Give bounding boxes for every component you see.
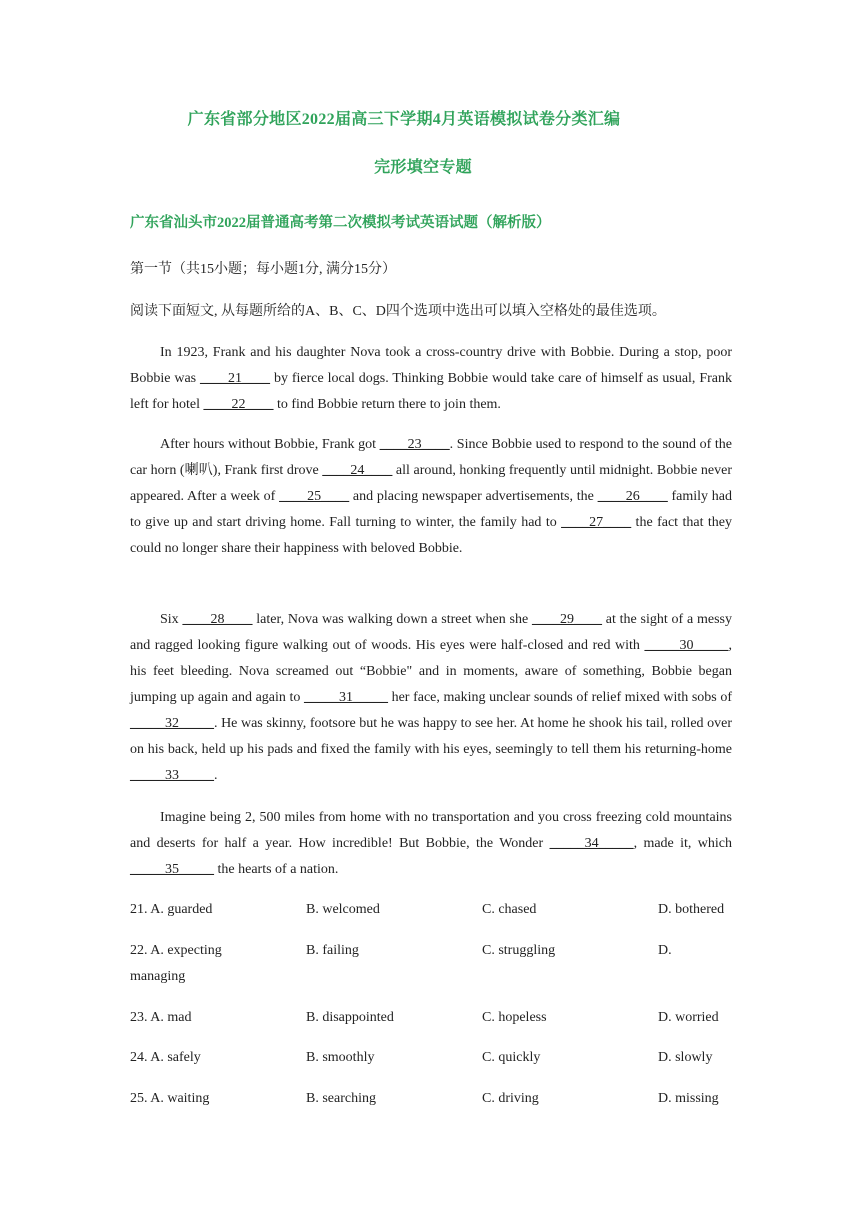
blank-24: ____24____ bbox=[322, 463, 393, 478]
blank-25: ____25____ bbox=[279, 489, 350, 504]
option-d: D. slowly bbox=[658, 1050, 713, 1065]
blank-22: ____22____ bbox=[203, 397, 274, 412]
option-a: 21. A. guarded bbox=[130, 902, 213, 917]
option-c: C. chased bbox=[482, 902, 537, 917]
passage-paragraph-4 bbox=[130, 805, 732, 883]
option-d: D. bbox=[658, 943, 672, 958]
blank-27: ____27____ bbox=[561, 515, 632, 530]
text-span: In 1923, Frank and his daughter Nova took a cross-country drive with Bobbie. During a stop, poor Bobbie was bbox=[130, 345, 732, 386]
text-span: , his feet bleeding. Nova screamed out “Bobbie" and in moments, aware of something, Bobbie began jumping up again and again to bbox=[130, 638, 732, 705]
blank-23: ____23____ bbox=[379, 437, 450, 452]
part-header: 第一节（共15小题；每小题1分, 满分15分） bbox=[130, 262, 396, 277]
text-span: to find Bobbie return there to join them. bbox=[273, 397, 501, 412]
option-b: B. failing bbox=[306, 943, 359, 958]
text-span: , made it, which bbox=[633, 836, 732, 851]
text-span: at the sight of a messy and ragged looking figure walking out of woods. His eyes were half-closed and red with bbox=[130, 612, 732, 653]
blank-30: _____30_____ bbox=[644, 638, 729, 653]
option-c: C. struggling bbox=[482, 943, 556, 958]
option-b: B. disappointed bbox=[306, 1010, 394, 1025]
text-span: . bbox=[214, 768, 218, 783]
blank-28: ____28____ bbox=[182, 612, 253, 627]
passage-paragraph-1 bbox=[130, 340, 732, 418]
option-d: D. bothered bbox=[658, 902, 725, 917]
option-a: 23. A. mad bbox=[130, 1010, 192, 1025]
option-b: B. welcomed bbox=[306, 902, 380, 917]
option-c: C. hopeless bbox=[482, 1010, 547, 1025]
text-span: . Since Bobbie used to respond to the sound of the car horn (喇叭), Frank first drove bbox=[130, 437, 732, 478]
instruction: 阅读下面短文, 从每题所给的A、B、C、D四个选项中选出可以填入空格处的最佳选项。 bbox=[130, 304, 666, 319]
blank-31: _____31_____ bbox=[304, 690, 388, 705]
question-24 bbox=[130, 1050, 740, 1072]
question-21 bbox=[130, 902, 740, 924]
section-title: 广东省汕头市2022届普通高考第二次模拟考试英语试题（解析版） bbox=[130, 215, 551, 231]
text-span: the fact that they could no longer share their happiness with beloved Bobbie. bbox=[130, 515, 732, 556]
passage-paragraph-3 bbox=[130, 607, 732, 789]
option-b: B. searching bbox=[306, 1091, 376, 1106]
option-a: 22. A. expecting bbox=[130, 943, 222, 958]
option-a: 24. A. safely bbox=[130, 1050, 201, 1065]
blank-29: ____29____ bbox=[531, 612, 602, 627]
blank-34: _____34_____ bbox=[549, 836, 634, 851]
blank-35: _____35_____ bbox=[130, 862, 214, 877]
option-c: C. driving bbox=[482, 1091, 539, 1106]
document-subtitle: 完形填空专题 bbox=[374, 159, 472, 176]
passage-paragraph-2 bbox=[130, 432, 732, 562]
document-title: 广东省部分地区2022届高三下学期4月英语模拟试卷分类汇编 bbox=[187, 111, 621, 128]
option-c: C. quickly bbox=[482, 1050, 541, 1065]
text-span: Imagine being 2, 500 miles from home with no transportation and you cross freezing cold mountains and deserts for half a year. How incredible! But Bobbie, the Wonder bbox=[130, 810, 732, 851]
option-d: D. worried bbox=[658, 1010, 719, 1025]
text-span: later, Nova was walking down a street when she bbox=[252, 612, 532, 627]
question-25 bbox=[130, 1091, 740, 1113]
text-span: and placing newspaper advertisements, the bbox=[349, 489, 598, 504]
blank-33: _____33_____ bbox=[130, 768, 214, 783]
blank-32: _____32_____ bbox=[130, 716, 214, 731]
option-b: B. smoothly bbox=[306, 1050, 375, 1065]
question-23 bbox=[130, 1010, 740, 1032]
option-d-wrapped-text: managing bbox=[130, 969, 186, 984]
text-span: After hours without Bobbie, Frank got bbox=[160, 437, 380, 452]
blank-21: ____21____ bbox=[200, 371, 271, 386]
text-span: her face, making unclear sounds of relief mixed with sobs of bbox=[388, 690, 732, 705]
text-span: the hearts of a nation. bbox=[214, 862, 339, 877]
option-a: 25. A. waiting bbox=[130, 1091, 210, 1106]
question-22 bbox=[130, 943, 740, 984]
blank-26: ____26____ bbox=[597, 489, 668, 504]
text-span: . He was skinny, footsore but he was happy to see her. At home he shook his tail, rolled over on his back, held up his pads and fixed the family with his eyes, seemingly to tell them his returning-home bbox=[130, 716, 732, 757]
text-span: all around, honking frequently until midnight. Bobbie never appeared. After a week of bbox=[130, 463, 732, 504]
text-span: by fierce local dogs. Thinking Bobbie would take care of himself as usual, Frank left for hotel bbox=[130, 371, 732, 412]
text-span: Six bbox=[160, 612, 183, 627]
text-span: family had to give up and start driving home. Fall turning to winter, the family had to bbox=[130, 489, 733, 530]
option-d: D. missing bbox=[658, 1091, 719, 1106]
